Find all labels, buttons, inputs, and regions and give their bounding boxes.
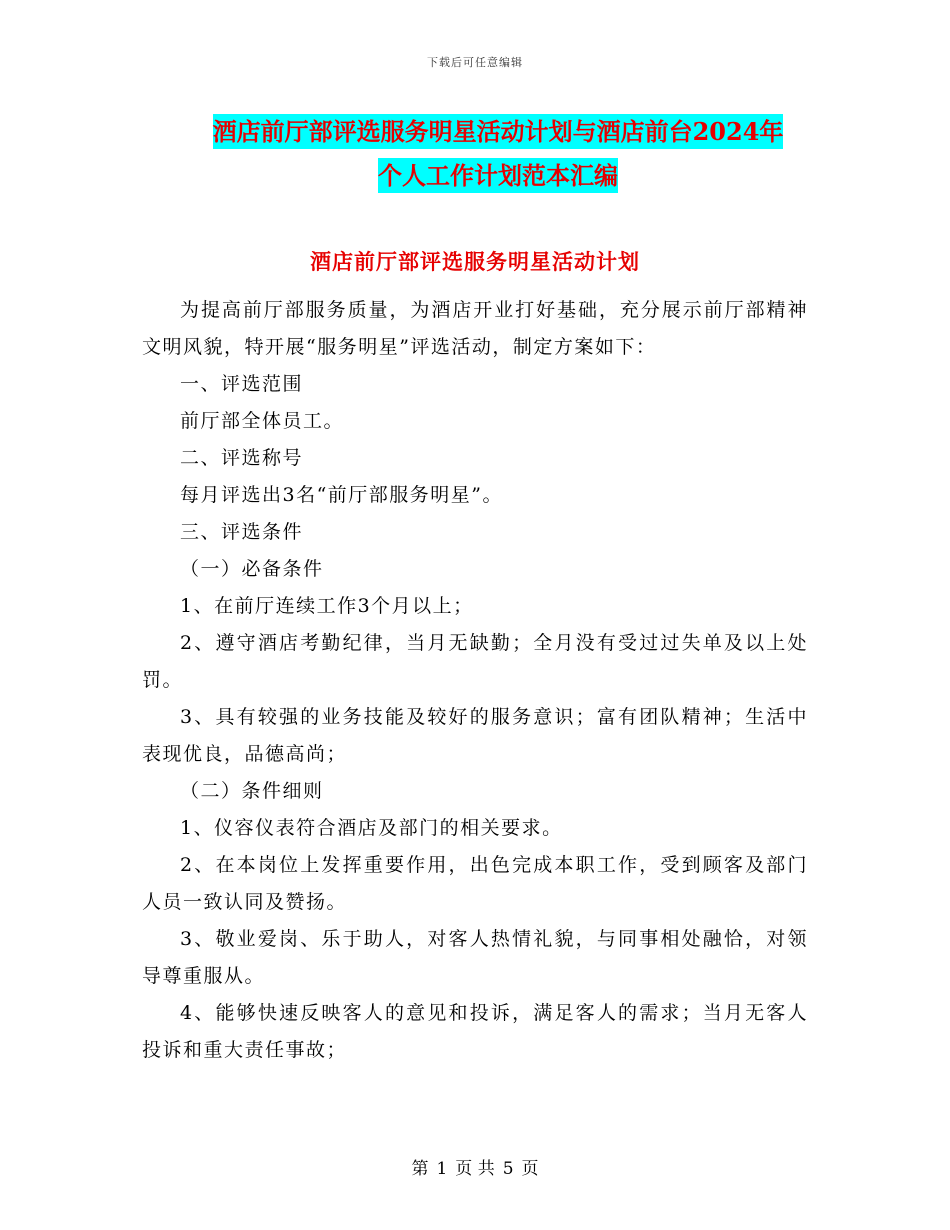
list-item: 1、在前厅连续工作3个月以上； [180,595,474,617]
heading-title: 二、评选称号 [180,447,304,469]
subheading-required: （一）必备条件 [180,558,324,580]
list-item: 4、能够快速反映客人的意见和投诉，满足客人的需求；当月无客人投诉和重大责任事故； [142,1002,808,1061]
document-title-line-2: 个人工作计划范本汇编 [378,158,618,193]
footer-prefix: 第 [411,1159,429,1179]
list-item: 1、仪容仪表符合酒店及部门的相关要求。 [180,817,563,839]
heading-scope: 一、评选范围 [180,373,304,395]
list-item: 3、具有较强的业务技能及较好的服务意识；富有团队精神；生活中表现优良，品德高尚； [142,706,808,765]
list-item: 2、在本岗位上发挥重要作用，出色完成本职工作，受到顾客及部门人员一致认同及赞扬。 [142,854,808,913]
body-text [142,292,808,1069]
section-title: 酒店前厅部评选服务明星活动计划 [310,249,640,274]
footer-middle: 页 共 [455,1159,495,1179]
total-pages-number: 5 [502,1159,514,1179]
heading-conditions: 三、评选条件 [180,521,304,543]
paragraph-intro: 为提高前厅部服务质量，为酒店开业打好基础，充分展示前厅部精神文明风貌，特开展“服务明星”评选活动，制定方案如下： [142,299,808,358]
page-footer [0,1154,950,1179]
list-item: 2、遵守酒店考勤纪律，当月无缺勤；全月没有受过过失单及以上处罚。 [142,632,808,691]
footer-suffix: 页 [521,1159,539,1179]
document-title-line-1: 酒店前厅部评选服务明星活动计划与酒店前台2024年 [213,114,784,149]
current-page-number: 1 [436,1159,448,1179]
paragraph-scope: 前厅部全体员工。 [180,410,345,432]
list-item: 3、敬业爱岗、乐于助人，对客人热情礼貌，与同事相处融恰，对领导尊重服从。 [142,928,808,987]
paragraph-title: 每月评选出3名“前厅部服务明星”。 [180,484,504,506]
header-note: 下载后可任意编辑 [427,56,523,69]
subheading-details: （二）条件细则 [180,780,324,802]
document-title [140,110,856,198]
